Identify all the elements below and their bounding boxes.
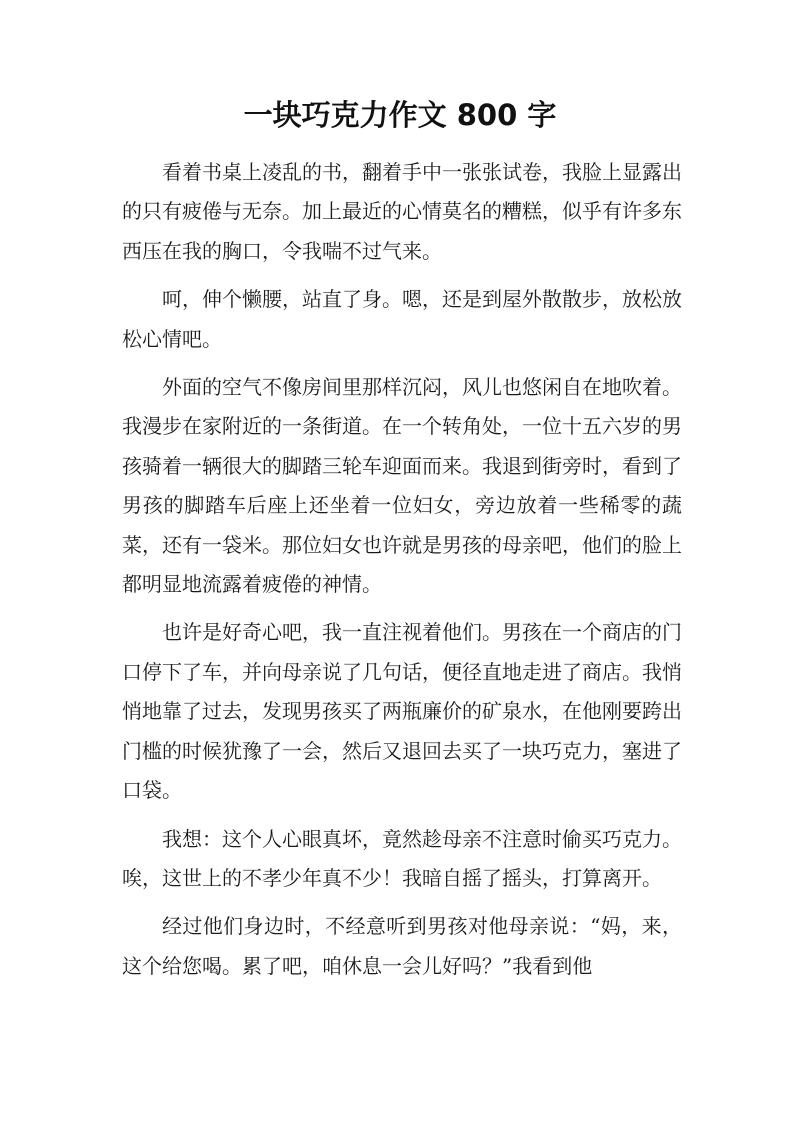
paragraph: 看着书桌上凌乱的书，翻着手中一张张试卷，我脸上显露出的只有疲倦与无奈。加上最近的心情莫名的糟糕，似乎有许多东西压在我的胸口，令我喘不过气来。: [122, 160, 682, 263]
document-title: 一块巧克力作文 800 字: [243, 98, 557, 132]
paragraph: 也许是好奇心吧，我一直注视着他们。男孩在一个商店的门口停下了车，并向母亲说了几句话，便径直地走进了商店。我悄悄地靠了过去，发现男孩买了两瓶廉价的矿泉水，在他刚要跨出门槛的时候犹豫了一会，然后又退回去买了一块巧克力，塞进了口袋。: [122, 620, 682, 803]
paragraph: 外面的空气不像房间里那样沉闷，风儿也悠闲自在地吹着。我漫步在家附近的一条街道。在一个转角处，一位十五六岁的男孩骑着一辆很大的脚踏三轮车迎面而来。我退到街旁时，看到了男孩的脚踏车后座上还坐着一位妇女，旁边放着一些稀零的蔬菜，还有一袋米。那位妇女也许就是男孩的母亲吧，他们的脸上都明显地流露着疲倦的神情。: [122, 375, 682, 597]
paragraph: 我想：这个人心眼真坏，竟然趁母亲不注意时偷买巧克力。唉，这世上的不孝少年真不少！我暗自摇了摇头，打算离开。: [122, 826, 682, 890]
paragraph: 经过他们身边时，不经意听到男孩对他母亲说：“妈，来，这个给您喝。累了吧，咱休息一会儿好吗？”我看到他: [122, 914, 682, 978]
document-body: [122, 153, 682, 995]
paragraph: 呵，伸个懒腰，站直了身。嗯，还是到屋外散散步，放松放松心情吧。: [122, 287, 682, 351]
